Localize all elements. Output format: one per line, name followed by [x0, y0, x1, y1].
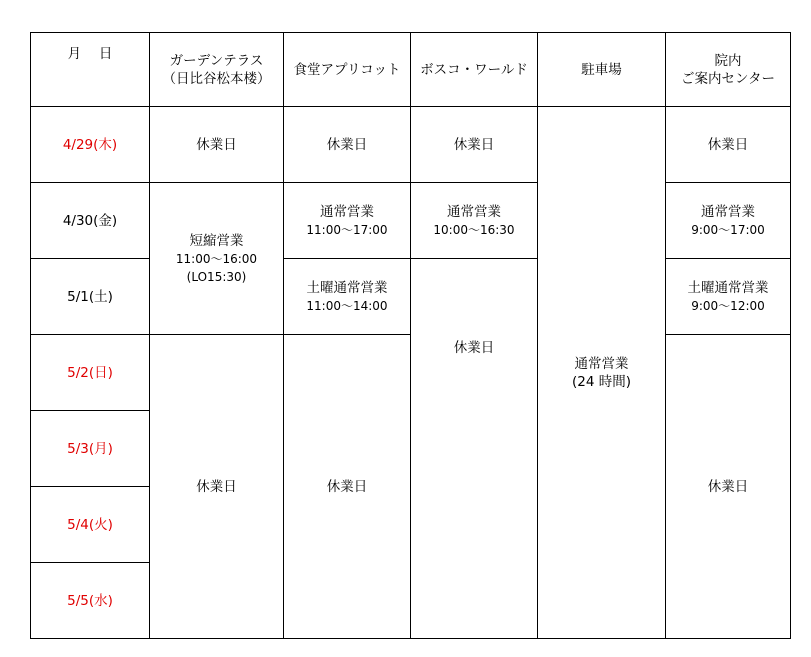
- header-date: [31, 33, 150, 107]
- date-cell: [31, 107, 150, 183]
- apricot-hours: 11:00〜17:00: [306, 222, 388, 237]
- date-label: 4/30(金): [62, 212, 118, 229]
- bosco-closed-cell: [411, 259, 538, 639]
- table-row: [31, 107, 791, 183]
- apricot-cell: [284, 107, 411, 183]
- closed-label: 休業日: [196, 136, 237, 153]
- closed-label: 休業日: [707, 136, 749, 153]
- header-clinic-line1: 院内: [714, 52, 742, 69]
- date-label: 5/4(火): [67, 516, 113, 533]
- header-parking: [538, 33, 666, 107]
- table-row: [31, 259, 791, 335]
- date-cell: [31, 259, 150, 335]
- garden-short-label: 短縮営業: [189, 232, 244, 249]
- garden-cell: [150, 107, 284, 183]
- header-garden-terrace: [150, 33, 284, 107]
- header-apricot: [284, 33, 411, 107]
- date-cell: [31, 335, 150, 411]
- apricot-closed-cell: [284, 335, 411, 639]
- clinic-status: 通常営業: [701, 203, 755, 220]
- garden-short-hours: 11:00〜16:00: [175, 251, 258, 266]
- apricot-cell: [284, 183, 411, 259]
- garden-closed-cell: [150, 335, 284, 639]
- date-label: 4/29(木): [62, 136, 118, 153]
- header-bosco: [411, 33, 538, 107]
- clinic-sat-status: 土曜通常営業: [687, 279, 769, 296]
- garden-short-cell: [150, 183, 284, 335]
- bosco-hours: 10:00〜16:30: [433, 222, 515, 237]
- header-garden-line1: ガーデンテラス: [169, 52, 264, 69]
- bosco-cell: [411, 107, 538, 183]
- header-garden-line2: （日比谷松本楼）: [162, 70, 271, 87]
- date-label: 5/5(水): [67, 592, 113, 609]
- date-cell: [31, 411, 150, 487]
- clinic-sat-hours: 9:00〜12:00: [691, 298, 765, 313]
- parking-cell: [538, 107, 666, 639]
- date-label: 5/2(日): [67, 364, 113, 381]
- header-clinic-line2: ご案内センター: [681, 70, 775, 87]
- date-cell: [31, 563, 150, 639]
- clinic-cell: [666, 259, 791, 335]
- header-date-label: 月 日: [67, 46, 113, 62]
- parking-hours: (24 時間): [571, 373, 631, 390]
- clinic-closed-cell: [666, 335, 791, 639]
- apricot-status: 通常営業: [320, 203, 374, 220]
- apricot-sat-status: 土曜通常営業: [306, 279, 388, 296]
- date-cell: [31, 183, 150, 259]
- apricot-sat-hours: 11:00〜14:00: [306, 298, 388, 313]
- date-label: 5/3(月): [67, 440, 113, 457]
- garden-short-lastorder: (LO15:30): [186, 269, 247, 284]
- closed-label: 休業日: [707, 478, 749, 495]
- closed-label: 休業日: [326, 478, 368, 495]
- date-label: 5/1(土): [67, 288, 113, 305]
- bosco-status: 通常営業: [447, 203, 501, 220]
- clinic-hours: 9:00〜17:00: [691, 222, 765, 237]
- bosco-cell: [411, 183, 538, 259]
- closed-label: 休業日: [196, 478, 237, 495]
- apricot-cell: [284, 259, 411, 335]
- parking-status: 通常営業: [574, 355, 629, 372]
- header-apricot-label: 食堂アプリコット: [293, 61, 401, 78]
- header-bosco-label: ボスコ・ワールド: [420, 61, 528, 78]
- closed-label: 休業日: [453, 340, 495, 356]
- holiday-schedule-table: [30, 32, 791, 639]
- date-cell: [31, 487, 150, 563]
- header-clinic-center: [666, 33, 791, 107]
- clinic-cell: [666, 107, 791, 183]
- closed-label: 休業日: [453, 136, 495, 153]
- closed-label: 休業日: [326, 136, 368, 153]
- header-parking-label: 駐車場: [581, 61, 622, 78]
- clinic-cell: [666, 183, 791, 259]
- table-row: [31, 183, 791, 259]
- header-row: [31, 33, 791, 107]
